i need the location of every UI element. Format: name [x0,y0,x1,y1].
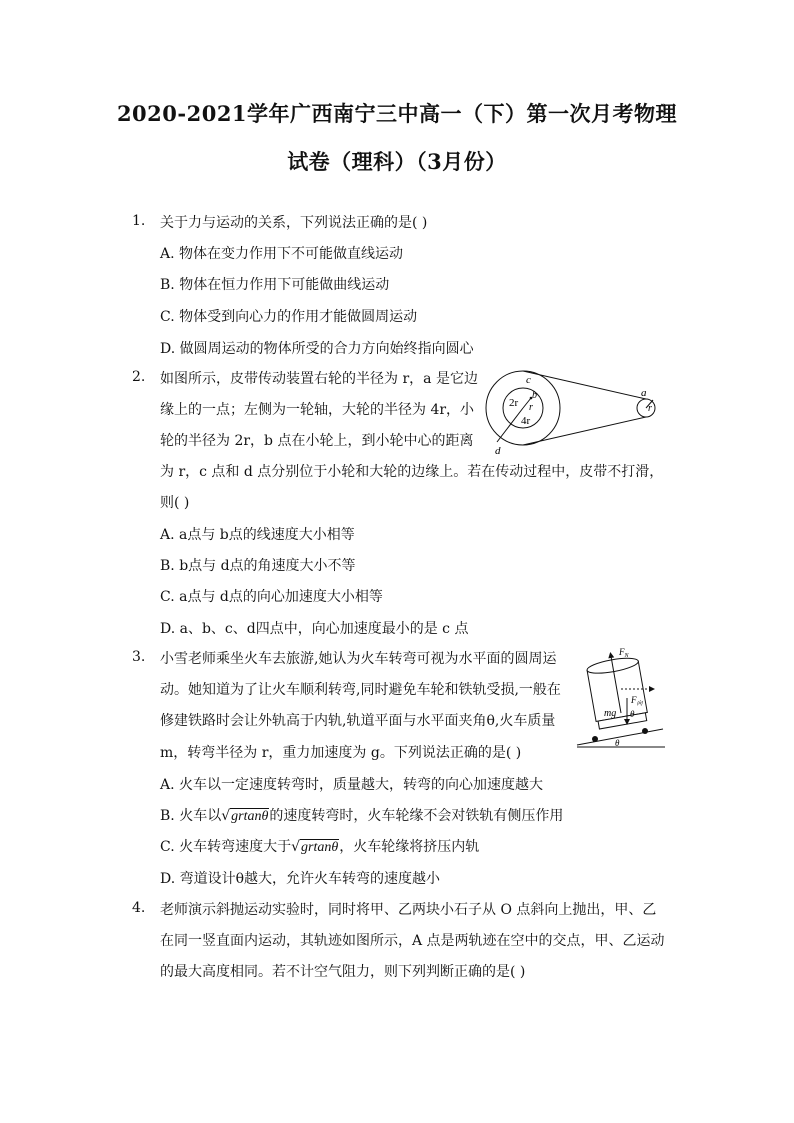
question-number: 3. [132,649,146,665]
option-c-prefix: C. 火车转弯速度大于 [160,839,292,855]
label-r-inner: r [529,402,533,413]
question-stem-line: 修建铁路时会让外轨高于内轨,轨道平面与水平面夹角θ,火车质量 [160,713,556,729]
question-stem-line: m，转弯半径为 r，重力加速度为 g。下列说法正确的是( ) [160,745,522,761]
question-stem-line: 小雪老师乘坐火车去旅游,她认为火车转弯可视为水平面的圆周运 [160,651,557,667]
question-stem-line: 如图所示，皮带传动装置右轮的半径为 r，a 是它边 [160,371,478,387]
question-stem-line: 则( ) [160,495,190,511]
option-d: D. a、b、c、d四点中，向心加速度最小的是 c 点 [160,621,469,637]
doc-title-line1: 2020-2021学年广西南宁三中高一（下）第一次月考物理 [116,101,678,126]
label-mg: mg [604,708,617,719]
sqrt-sign: √ [291,839,301,855]
option-b [160,806,563,826]
option-b: B. b点与 d点的角速度大小不等 [160,558,356,574]
label-4r: 4r [521,415,531,427]
label-fn: $F_N$ [619,647,629,659]
option-a: A. a点与 b点的线速度大小相等 [160,527,355,543]
label-theta-top: θ [630,709,635,719]
sqrt-expression: grtanθ [301,840,339,855]
label-a: a [641,387,647,399]
train-turn-figure [575,643,667,751]
sqrt-sign: √ [221,808,231,824]
question-stem-line: 动。她知道为了让火车顺利转弯,同时避免车轮和铁轨受损,一般在 [160,682,561,698]
doc-title-line2: 试卷（理科）（3月份） [287,149,507,174]
question-number: 1. [132,213,146,229]
question-stem-line: 轮的半径为 2r，b 点在小轮上，到小轮中心的距离 [160,433,474,449]
question-number: 4. [132,900,146,916]
question-number: 2. [132,369,146,385]
label-b: b [532,390,537,401]
option-a: A. 物体在变力作用下不可能做直线运动 [160,246,404,262]
option-a: A. 火车以一定速度转弯时，质量越大，转弯的向心加速度越大 [160,777,544,793]
option-c-suffix: ，火车轮缘将挤压内轨 [339,839,480,855]
label-2r: 2r [509,397,519,409]
option-c [160,837,479,857]
label-c: c [526,374,531,386]
label-r-small: r [648,403,652,414]
option-c: C. a点与 d点的向心加速度大小相等 [160,589,383,605]
label-f: $F_向$ [631,695,643,707]
question-stem-line: 在同一竖直面内运动，其轨迹如图所示，A 点是两轨迹在空中的交点，甲、乙运动 [160,933,665,949]
question-stem-line: 的最大高度相同。若不计空气阻力，则下列判断正确的是( ) [160,964,526,980]
option-b-suffix: 的速度转弯时，火车轮缘不会对铁轨有侧压作用 [269,808,564,824]
option-b: B. 物体在恒力作用下可能做曲线运动 [160,277,390,293]
option-d: D. 弯道设计θ越大，允许火车转弯的速度越小 [160,871,441,887]
sqrt-expression: grtanθ [231,809,269,824]
option-b-prefix: B. 火车以 [160,808,222,824]
question-stem-line: 为 r，c 点和 d 点分别位于小轮和大轮的边缘上。若在传动过程中，皮带不打滑， [160,464,664,480]
question-stem-line: 缘上的一点；左侧为一轮轴，大轮的半径为 4r，小 [160,402,475,418]
label-theta-bottom: θ [615,738,620,748]
question-stem: 关于力与运动的关系，下列说法正确的是( ) [160,215,428,231]
option-c: C. 物体受到向心力的作用才能做圆周运动 [160,309,418,325]
label-d: d [495,445,501,457]
option-d: D. 做圆周运动的物体所受的合力方向始终指向圆心 [160,341,474,357]
belt-drive-figure [483,362,663,458]
question-stem-line: 老师演示斜抛运动实验时，同时将甲、乙两块小石子从 O 点斜向上抛出，甲、乙 [160,902,657,918]
